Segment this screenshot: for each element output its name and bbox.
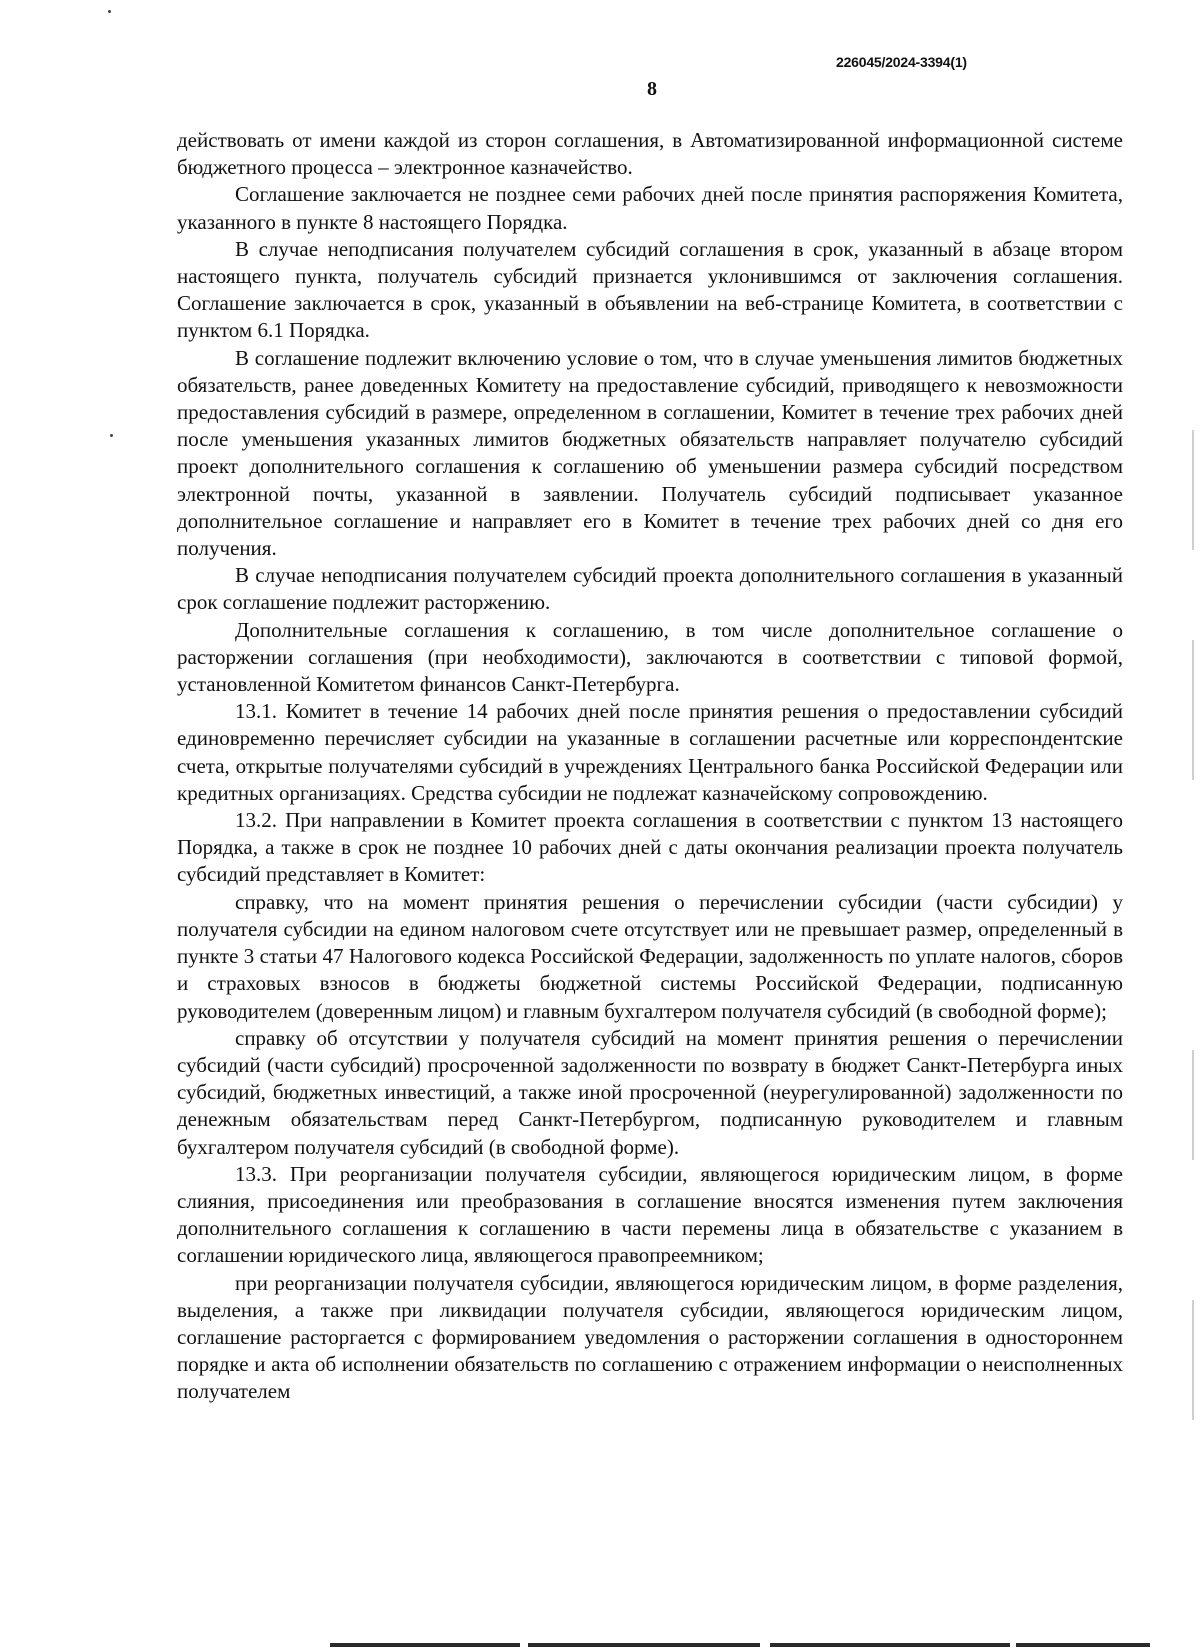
scan-bottom-edge-gap <box>520 1643 528 1647</box>
scan-edge-mark <box>1192 640 1194 780</box>
scan-bottom-edge <box>330 1643 1150 1647</box>
paragraph-continuation: действовать от имени каждой из сторон соглашения, в Автоматизированной информационной системе бюджетного процесса – электронное казначейство. <box>177 128 1123 180</box>
paragraph: В случае неподписания получателем субсидий соглашения в срок, указанный в абзаце втором настоящего пункта, получатель субсидий признается уклонившимся от заключения соглашения. Соглашение заключается в срок, указанный в объявлении на веб-странице Комитета, в соответствии с пунктом 6.1 Порядка. <box>177 236 1123 343</box>
paragraph-clause-13-2: 13.2. При направлении в Комитет проекта соглашения в соответствии с пунктом 13 настоящего Порядка, а также в срок не позднее 10 рабочих дней с даты окончания реализации проекта получатель субсидий представляет в Комитет: <box>177 808 1123 887</box>
paragraph: В случае неподписания получателем субсидий проекта дополнительного соглашения в указанный срок соглашение подлежит расторжению. <box>177 563 1123 615</box>
paragraph: справку, что на момент принятия решения о перечислении субсидии (части субсидии) у получателя субсидии на едином налоговом счете отсутствует или не превышает размер, определенный в пункте 3 статьи 47 Налогового кодекса Российской Федерации, задолженность по уплате налогов, сборов и страховых взносов в бюджеты бюджетной системы Российской Федерации, подписанную руководителем (доверенным лицом) и главным бухгалтером получателя субсидий (в свободной форме); <box>177 889 1123 1023</box>
scan-edge-mark <box>1192 430 1194 550</box>
paragraph: при реорганизации получателя субсидии, являющегося юридическим лицом, в форме разделения, выделения, а также при ликвидации получателя субсидии, являющегося юридическим лицом, соглашение расторгается с формированием уведомления о расторжении соглашения в одностороннем порядке и акта об исполнении обязательств по соглашению с отражением информации о неисполненных получателем <box>177 1270 1123 1404</box>
scan-speck <box>110 434 113 437</box>
paragraph-clause-13-3: 13.3. При реорганизации получателя субсидии, являющегося юридическим лицом, в форме слияния, присоединения или преобразования в соглашение вносятся изменения путем заключения дополнительного соглашения к соглашению в части перемены лица в обязательстве с указанием в соглашении юридического лица, являющегося правопреемником; <box>177 1161 1123 1268</box>
scan-edge-mark <box>1192 1050 1194 1160</box>
paragraph-clause-13-1: 13.1. Комитет в течение 14 рабочих дней после принятия решения о предоставлении субсидий единовременно перечисляет субсидии на указанные в соглашении расчетные или корреспондентские счета, открытые получателями субсидий в учреждениях Центрального банка Российской Федерации или кредитных организациях. Средства субсидии не подлежат казначейскому сопровождению. <box>177 699 1123 805</box>
scan-edge-mark <box>1192 1300 1194 1420</box>
paragraph: Соглашение заключается не позднее семи рабочих дней после принятия распоряжения Комитета, указанного в пункте 8 настоящего Порядка. <box>177 182 1123 234</box>
scan-bottom-edge-gap <box>1010 1643 1016 1647</box>
page-number: 8 <box>647 78 657 100</box>
document-registration-number: 226045/2024-3394(1) <box>836 54 967 70</box>
document-body <box>177 127 1123 1406</box>
paragraph: Дополнительные соглашения к соглашению, в том числе дополнительное соглашение о расторжении соглашения (при необходимости), заключаются в соответствии с типовой формой, установленной Комитетом финансов Санкт-Петербурга. <box>177 617 1123 697</box>
scan-bottom-edge-gap <box>760 1643 770 1647</box>
scan-speck <box>108 10 111 13</box>
paragraph: В соглашение подлежит включению условие о том, что в случае уменьшения лимитов бюджетных обязательств, ранее доведенных Комитету на предоставление субсидий, приводящего к невозможности предоставления субсидий в размере, определенном в соглашении, Комитет в течение трех рабочих дней после уменьшения указанных лимитов бюджетных обязательств направляет получателю субсидий проект дополнительного соглашения к соглашению об уменьшении размера субсидий посредством электронной почты, указанной в заявлении. Получатель субсидий подписывает указанное дополнительное соглашение и направляет его в Комитет в течение трех рабочих дней со дня его получения. <box>177 345 1123 561</box>
paragraph: справку об отсутствии у получателя субсидий на момент принятия решения о перечислении субсидий (части субсидий) просроченной задолженности по возврату в бюджет Санкт-Петербурга иных субсидий, бюджетных инвестиций, а также иной просроченной (неурегулированной) задолженности по денежным обязательствам перед Санкт-Петербургом, подписанную руководителем и главным бухгалтером получателя субсидий (в свободной форме). <box>177 1025 1123 1159</box>
